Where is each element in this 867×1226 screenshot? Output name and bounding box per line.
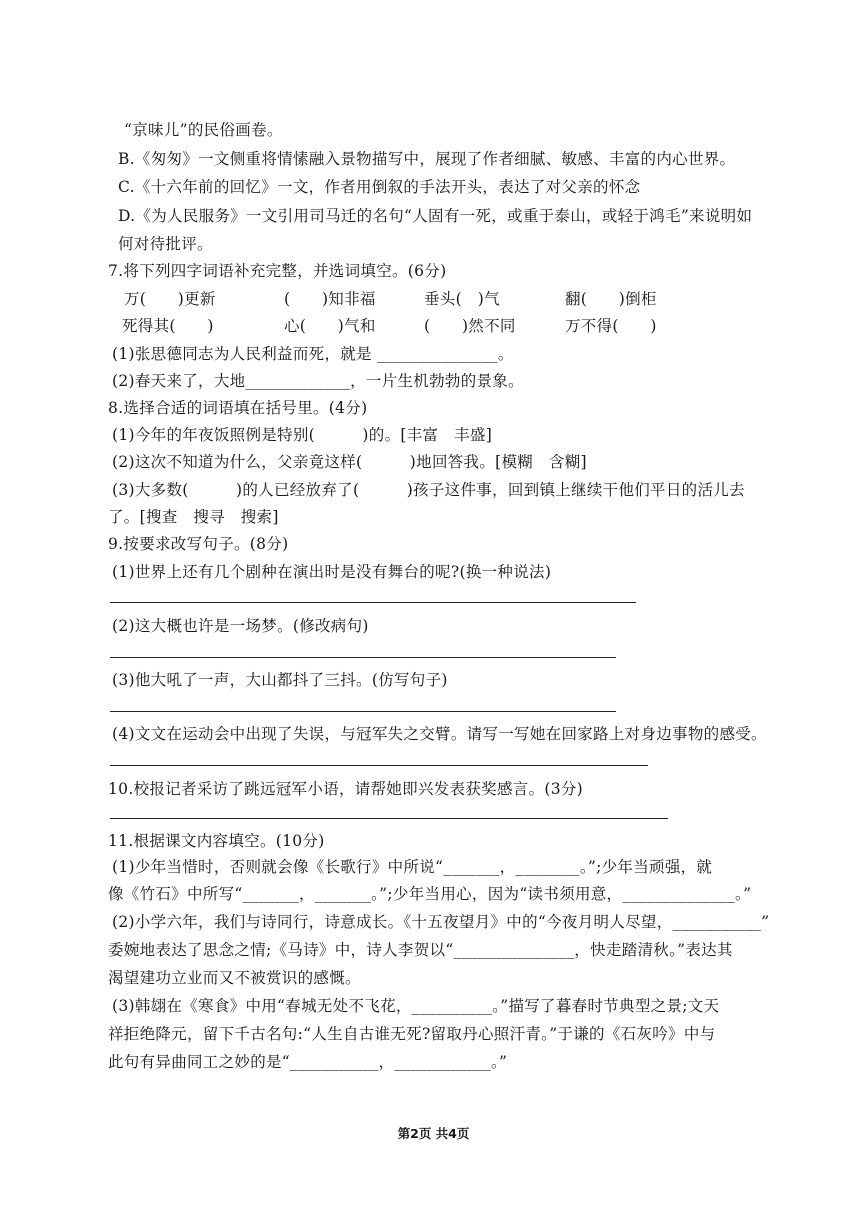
q11-part1-line1: (1)少年当惜时，否则就会像《长歌行》中所说“_______，________。”;少年当顽强，就 bbox=[112, 858, 713, 876]
q10-answer-line bbox=[110, 818, 668, 819]
q9-answer-line-3 bbox=[110, 711, 616, 712]
q7-word-5: 死得其( ) bbox=[122, 317, 214, 335]
q7-word-3: 垂头( )气 bbox=[424, 290, 500, 308]
q11-part1-line2: 像《竹石》中所写“_______，_______。”;少年当用心，因为“读书须用意，______________。” bbox=[108, 885, 752, 903]
page-number-footer: 第2页 共4页 bbox=[397, 1126, 470, 1141]
q6-option-d-line1: D.《为人民服务》一文引用司马迁的名句“人固有一死，或重于泰山，或轻于鸿毛”来说明如 bbox=[118, 207, 753, 225]
q11-part3-line2: 祥拒绝降元，留下千古名句:“人生自古谁无死?留取丹心照汗青。”于谦的《石灰吟》中与 bbox=[108, 1025, 716, 1043]
q7-word-7: ( )然不同 bbox=[424, 317, 516, 335]
q8-sentence-1: (1)今年的年夜饭照例是特别( )的。[丰富 丰盛] bbox=[112, 426, 493, 444]
q11-title: 11.根据课文内容填空。(10分) bbox=[108, 832, 325, 850]
q11-part2-line2: 委婉地表达了思念之情;《马诗》中，诗人李贺以“_______________，快走踏清秋。”表达其 bbox=[108, 941, 733, 959]
q8-sentence-3-line2: 了。[搜查 搜寻 搜索] bbox=[108, 508, 279, 526]
q11-part3-line1: (3)韩翃在《寒食》中用“春城无处不飞花，__________。”描写了暮春时节典型之景;文天 bbox=[112, 997, 720, 1015]
q9-answer-line-1 bbox=[110, 602, 636, 603]
q7-word-8: 万不得( ) bbox=[565, 317, 657, 335]
q7-word-4: 翻( )倒柜 bbox=[565, 290, 657, 308]
q7-word-2: ( )知非福 bbox=[284, 290, 376, 308]
q9-sentence-3: (3)他大吼了一声，大山都抖了三抖。(仿写句子) bbox=[112, 671, 448, 689]
q7-sentence-2: (2)春天来了，大地_____________，一片生机勃勃的景象。 bbox=[112, 372, 524, 390]
q7-title: 7.将下列四字词语补充完整，并选词填空。(6分) bbox=[108, 262, 447, 280]
q7-sentence-1: (1)张思德同志为人民利益而死，就是 _______________。 bbox=[112, 345, 514, 363]
q6-option-c: C.《十六年前的回忆》一文，作者用倒叙的手法开头，表达了对父亲的怀念 bbox=[118, 178, 641, 196]
q7-word-6: 心( )气和 bbox=[284, 317, 376, 335]
q9-sentence-4: (4)文文在运动会中出现了失误，与冠军失之交臂。请写一写她在回家路上对身边事物的感受。 bbox=[112, 725, 767, 743]
q11-part3-line3: 此句有异曲同工之妙的是“___________，____________。” bbox=[108, 1053, 508, 1071]
q8-sentence-2: (2)这次不知道为什么，父亲竟这样( )地回答我。[模糊 含糊] bbox=[112, 453, 587, 471]
q8-title: 8.选择合适的词语填在括号里。(4分) bbox=[108, 399, 368, 417]
q7-word-1: 万( )更新 bbox=[124, 290, 216, 308]
q9-answer-line-4 bbox=[110, 765, 648, 766]
q8-sentence-3-line1: (3)大多数( )的人已经放弃了( )孩子这件事，回到镇上继续干他们平日的活儿去 bbox=[112, 481, 745, 499]
q9-title: 9.按要求改写句子。(8分) bbox=[108, 535, 289, 553]
q11-part2-line1: (2)小学六年，我们与诗同行，诗意成长。《十五夜望月》中的“今夜月明人尽望，___________” bbox=[112, 913, 770, 931]
q6-option-b: B.《匆匆》一文侧重将情愫融入景物描写中，展现了作者细腻、敏感、丰富的内心世界。 bbox=[118, 150, 736, 168]
q6-option-a-continuation: “京味儿”的民俗画卷。 bbox=[124, 121, 283, 139]
q9-sentence-2: (2)这大概也许是一场梦。(修改病句) bbox=[112, 617, 369, 635]
q6-option-d-line2: 何对待批评。 bbox=[118, 235, 213, 253]
q9-sentence-1: (1)世界上还有几个剧种在演出时是没有舞台的呢?(换一种说法) bbox=[112, 563, 552, 581]
q10-title: 10.校报记者采访了跳远冠军小语，请帮她即兴发表获奖感言。(3分) bbox=[108, 780, 584, 798]
q11-part2-line3: 渴望建功立业而又不被赏识的感慨。 bbox=[108, 969, 361, 987]
q9-answer-line-2 bbox=[110, 657, 616, 658]
